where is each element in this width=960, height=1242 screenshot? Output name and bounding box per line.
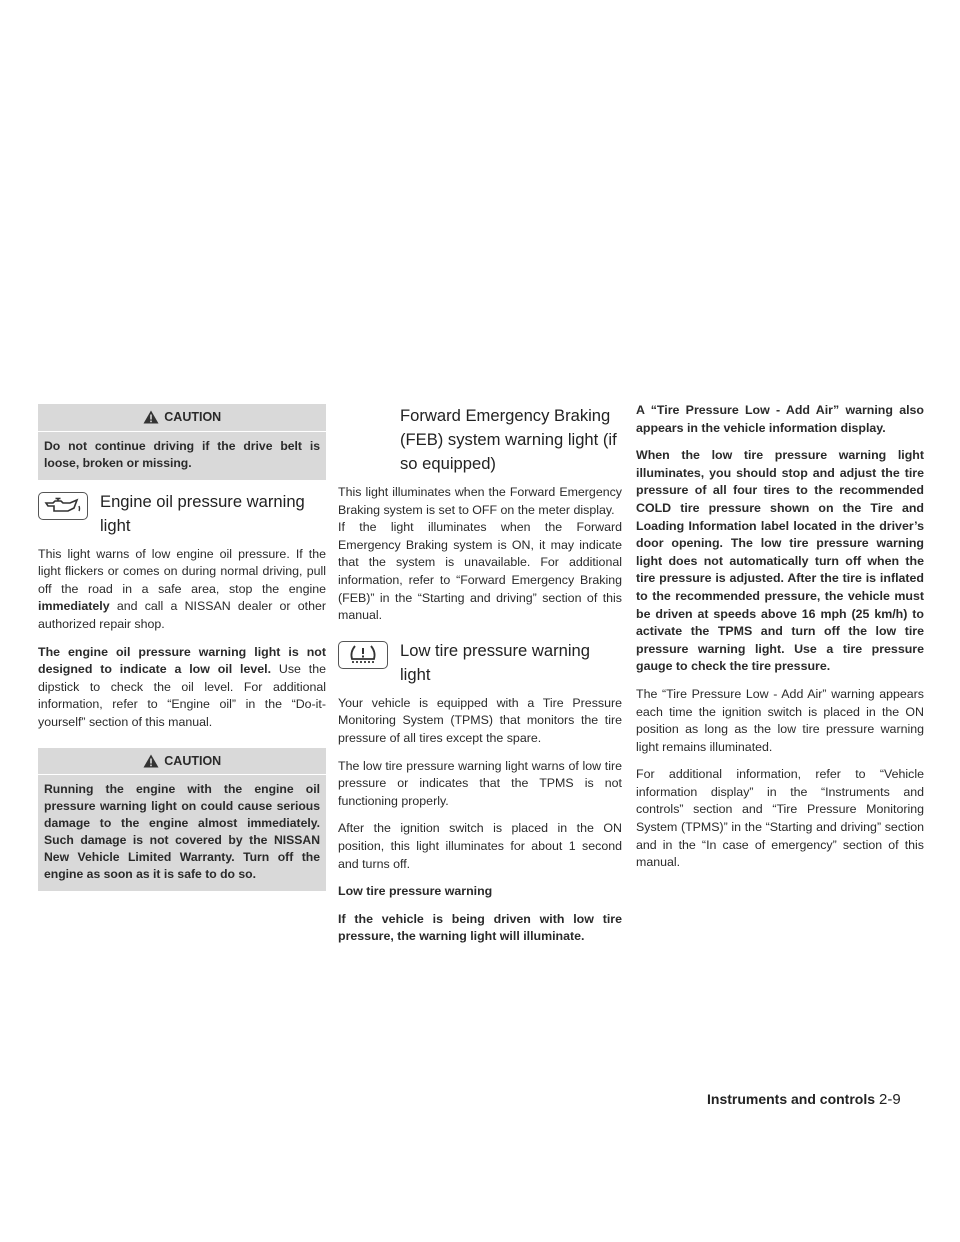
caution-box-drive-belt	[38, 404, 326, 480]
warning-triangle-icon	[143, 410, 159, 424]
caution-text: Running the engine with the engine oil pressure warning light on could cause serious damage to the engine almost immediately. Such damage is not covered by the NISSAN New Vehicle Limited Warranty. Turn off the engine as soon as it is safe to do so.	[44, 782, 320, 882]
column-middle	[338, 404, 622, 956]
paragraph: The engine oil pressure warning light is not designed to indicate a low oil level. Use the dipstick to check the oil level. For additional information, refer to “Engine oil” in the “Do-it-yourself” section of this manual.	[38, 644, 326, 729]
paragraph: The “Tire Pressure Low - Add Air” warning appears each time the ignition switch is placed in the ON position as long as the low tire pressure warning light remains illuminated.	[636, 686, 924, 754]
section-heading-oil-pressure	[38, 490, 326, 538]
section-heading-low-tire	[338, 639, 622, 687]
section-title: Forward Emergency Braking (FEB) system warning light (if so equipped)	[400, 406, 617, 473]
paragraph: Your vehicle is equipped with a Tire Pressure Monitoring System (TPMS) that monitors the tire pressure of all tires except the spare.	[338, 695, 622, 745]
paragraph: The low tire pressure warning light warns of low tire pressure or indicates that the TPMS is not functioning properly.	[338, 758, 622, 808]
caution-text: Do not continue driving if the drive belt is loose, broken or missing.	[44, 438, 320, 470]
oil-can-icon	[38, 492, 88, 520]
caution-box-engine-damage	[38, 748, 326, 892]
tire-pressure-icon	[338, 641, 388, 669]
section-title: Low tire pressure warning light	[400, 640, 590, 684]
paragraph: After the ignition switch is placed in the ON position, this light illuminates for about 1 second and turns off.	[338, 821, 622, 871]
paragraph: This light illuminates when the Forward Emergency Braking system is set to OFF on the meter display.	[338, 485, 622, 517]
caution-title	[38, 404, 326, 432]
paragraph: This light warns of low engine oil pressure. If the light flickers or comes on during normal driving, pull off the road in a safe area, stop the engine immediately and call a NISSAN dealer or other authorized repair shop.	[38, 546, 326, 631]
page-number: 2-9	[879, 1091, 901, 1108]
paragraph: For additional information, refer to “Vehicle information display” in the “Instruments and controls” section and “Tire Pressure Monitoring System (TPMS)” in the “Starting and driving” section and in the “In case of emergency” section of this manual.	[636, 767, 924, 870]
paragraph: If the vehicle is being driven with low tire pressure, the warning light will illuminate.	[338, 911, 622, 944]
caution-title	[38, 748, 326, 776]
caution-title-text: CAUTION	[164, 410, 222, 424]
page-footer	[707, 1091, 901, 1108]
section-heading-feb	[338, 404, 622, 476]
footer-section-title: Instruments and controls	[707, 1091, 876, 1107]
subheading: Low tire pressure warning	[338, 884, 493, 899]
paragraph: A “Tire Pressure Low - Add Air” warning also appears in the vehicle information display.	[636, 403, 924, 435]
paragraph: If the light illuminates when the Forward Emergency Braking system is ON, it may indicate that the system is unavailable. For additional information, refer to “Forward Emergency Braking (FEB)” in the “Starting and driving” section of this manual.	[338, 520, 622, 623]
warning-triangle-icon	[143, 754, 159, 768]
column-right	[636, 402, 924, 882]
section-title: Engine oil pressure warning light	[100, 491, 305, 535]
column-left	[38, 404, 326, 901]
caution-title-text: CAUTION	[164, 753, 222, 768]
paragraph: When the low tire pressure warning light illuminates, you should stop and adjust the tire pressure of all four tires to the recommended COLD tire pressure shown on the Tire and Loading Information label located in the driver’s door opening. The low tire pressure warning light does not automatically turn off when the tire pressure is adjusted. After the tire is inflated to the recommended pressure, the vehicle must be driven at speeds above 16 mph (25 km/h) to activate the TPMS and turn off the low tire pressure warning light. Use a tire pressure gauge to check the tire pressure.	[636, 448, 924, 674]
